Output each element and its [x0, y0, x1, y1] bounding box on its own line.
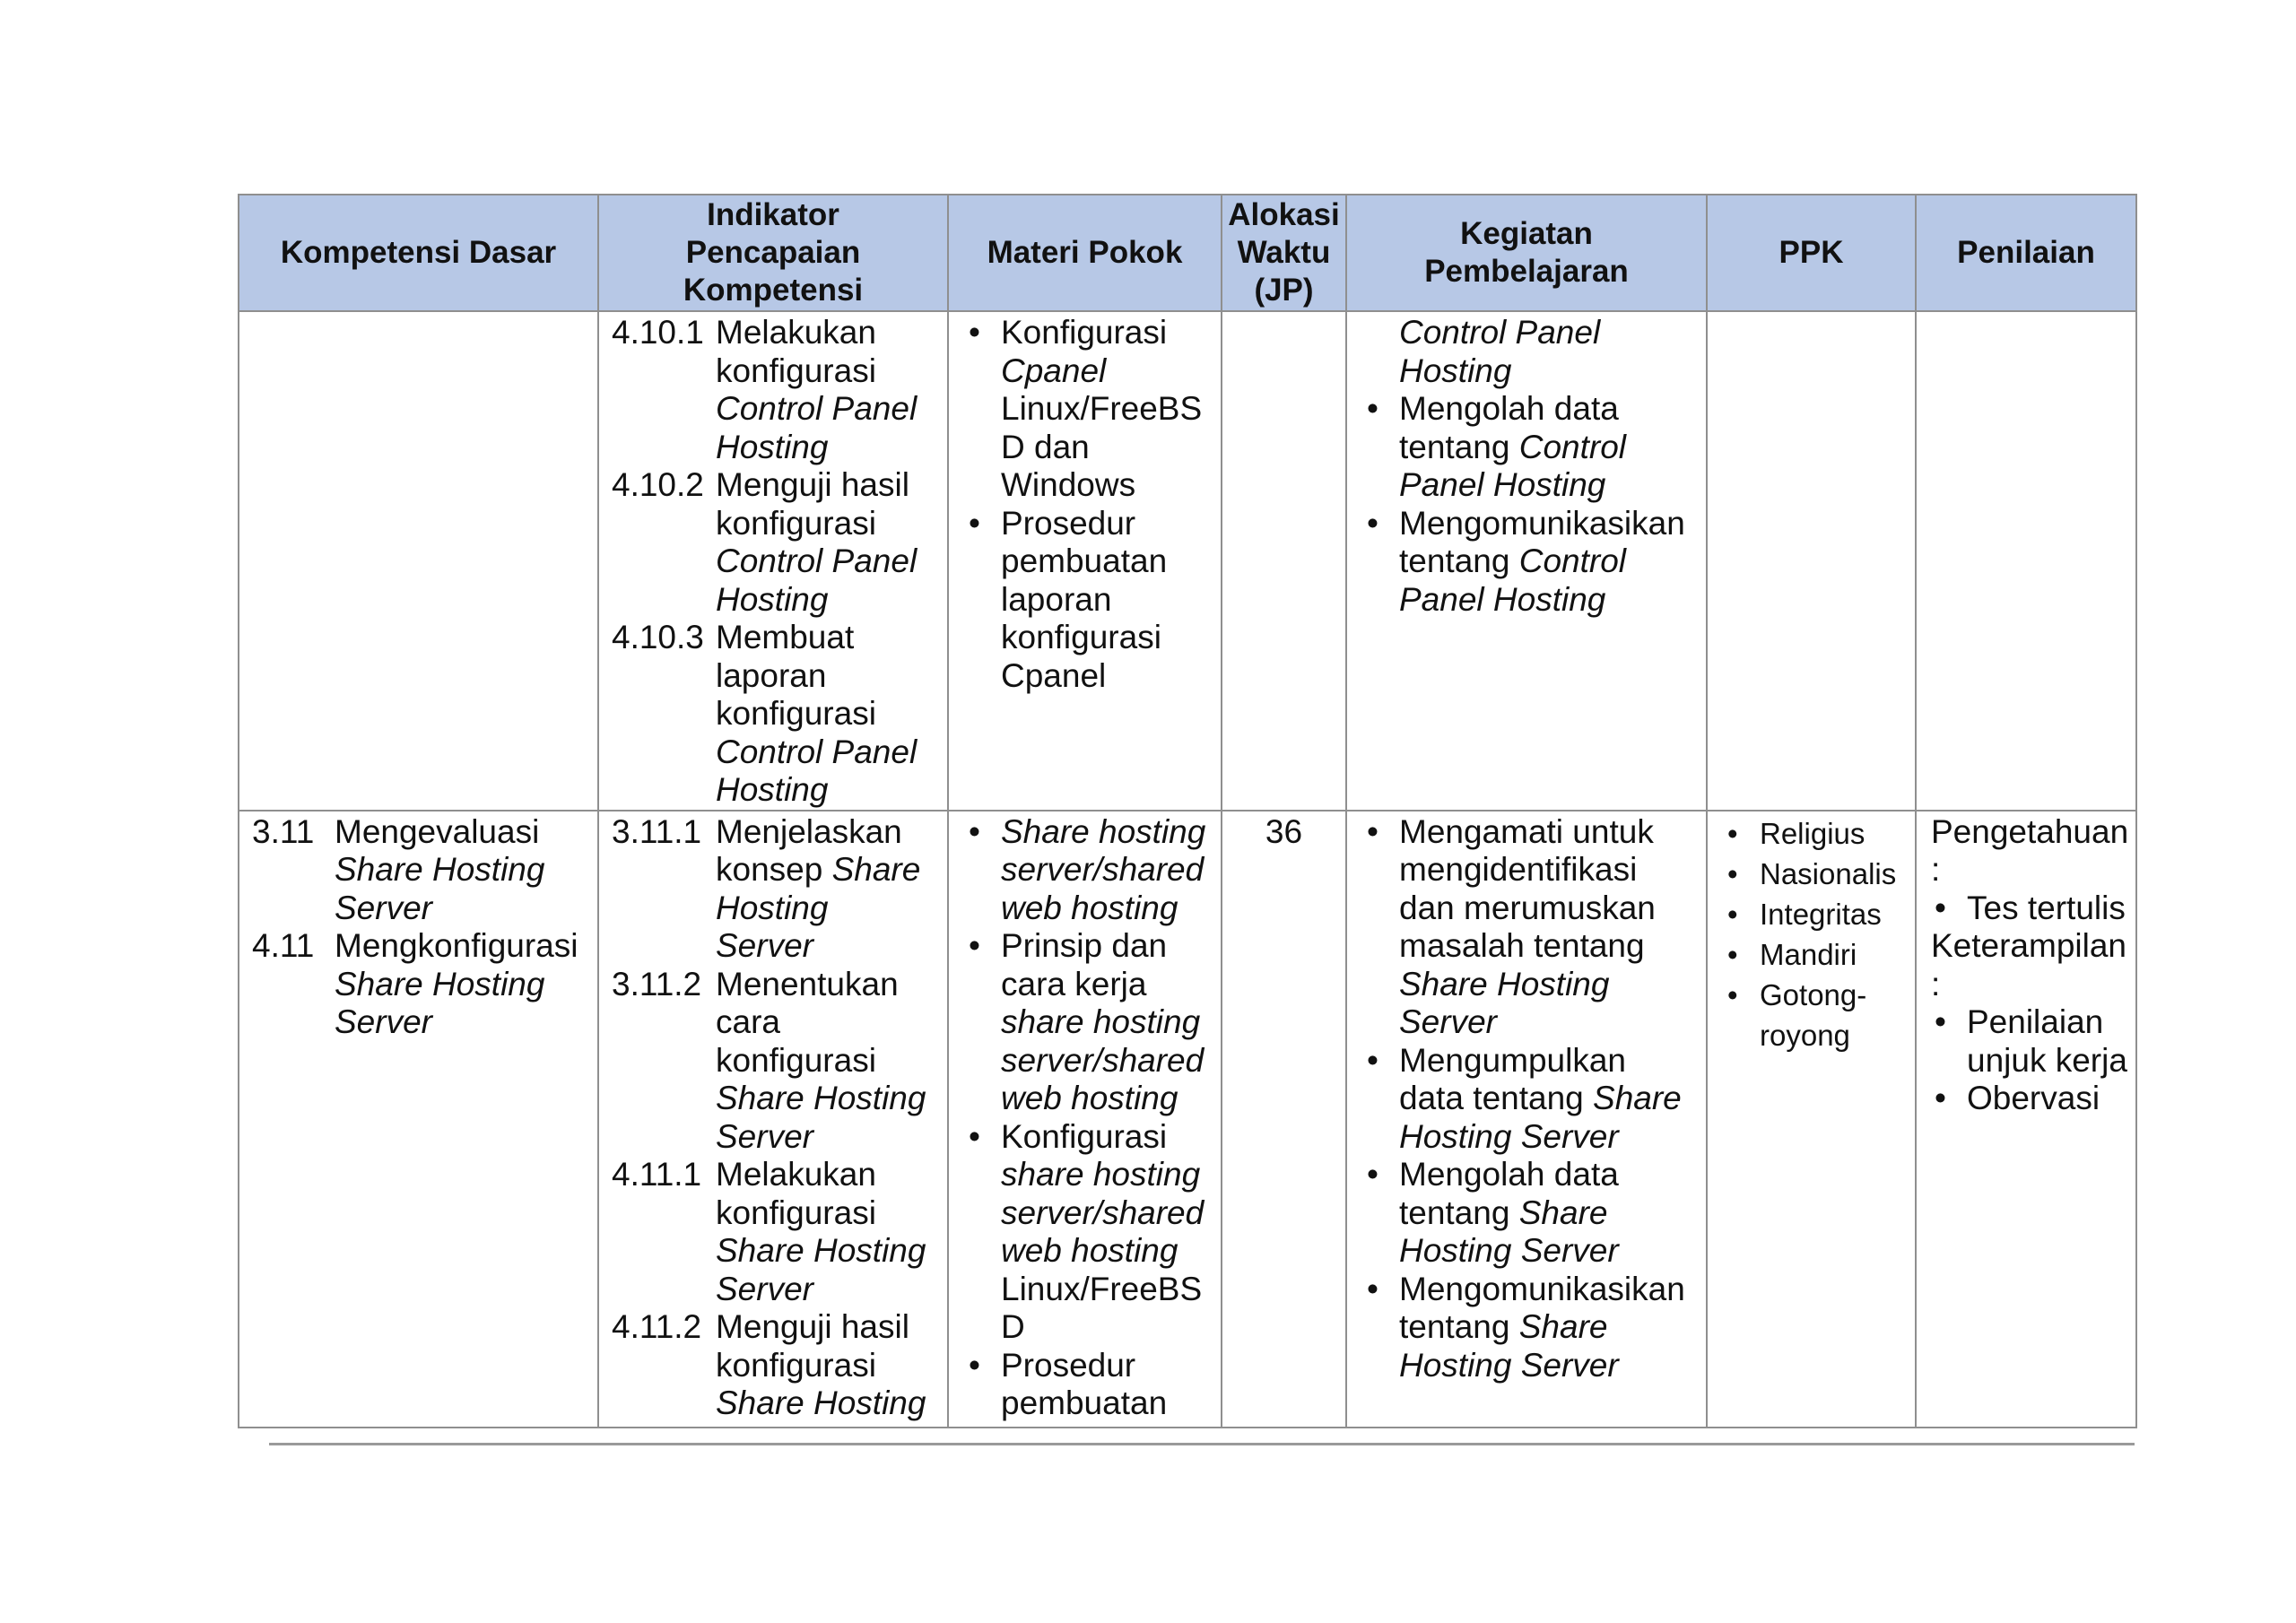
- header-kompetensi-dasar: Kompetensi Dasar: [239, 195, 598, 311]
- materi-list: [961, 314, 1208, 695]
- list-item: • Mengolah data tentang Control Panel Hosting: [1360, 390, 1693, 505]
- list-item: • Gotong- royong: [1720, 975, 1902, 1055]
- list-item: • Prinsip dan cara kerja share hosting server/shared web hosting: [961, 927, 1208, 1118]
- list-item: • Religius: [1720, 813, 1902, 854]
- keterampilan-list: [1927, 1003, 2132, 1118]
- kegiatan-continuation: Control Panel Hosting: [1399, 314, 1601, 389]
- list-item: • Mengumpulkan data tentang Share Hosting Server: [1360, 1042, 1693, 1157]
- list-item: • Share hosting server/shared web hosting: [961, 813, 1208, 928]
- indikator-cell: [598, 311, 948, 811]
- list-item: • Obervasi: [1927, 1080, 2132, 1118]
- kegiatan-topic: Control: [1518, 542, 1627, 579]
- silabus-table: [238, 194, 2137, 1428]
- list-item: • Konfigurasi share hosting server/shared web hosting Linux/FreeBS D: [961, 1118, 1208, 1347]
- kegiatan-cell: [1346, 811, 1707, 1428]
- alokasi-cell: [1222, 311, 1346, 811]
- kd-item: 4.11 Mengkonfigurasi Share Hosting Server: [252, 927, 578, 1040]
- list-item: • Prosedur pembuatan laporan konfigurasi Cpanel: [961, 505, 1208, 696]
- header-penilaian: Penilaian: [1916, 195, 2136, 311]
- indikator-item: 4.10.3 Membuat laporan konfigurasi Control Panel Hosting: [612, 619, 918, 808]
- indikator-item: 3.11.2 Menentukan cara konfigurasi Share Hosting Server: [612, 965, 926, 1155]
- kegiatan-text: tentang: [1399, 428, 1519, 465]
- materi-cell: [948, 311, 1222, 811]
- materi-list: [961, 813, 1208, 1423]
- indikator-item: 4.10.1 Melakukan konfigurasi Control Panel Hosting: [612, 314, 918, 465]
- indikator-item: 3.11.1 Menjelaskan konsep Share Hosting Server: [612, 812, 921, 964]
- header-ppk: PPK: [1707, 195, 1916, 311]
- colon: :: [1931, 965, 1941, 1002]
- list-item: • Mandiri: [1720, 934, 1902, 975]
- kegiatan-text: tentang: [1399, 1193, 1519, 1231]
- list-item: • Penilaian unjuk kerja: [1927, 1003, 2132, 1080]
- list-item: • Tes tertulis: [1927, 890, 2132, 928]
- kegiatan-cell: [1346, 311, 1707, 811]
- kegiatan-topic: Share: [1593, 1080, 1682, 1116]
- penilaian-cell: [1916, 811, 2136, 1428]
- indikator-item: 4.10.2 Menguji hasil konfigurasi Control Panel Hosting: [612, 466, 918, 618]
- list-item: • Mengomunikasikan tentang Control Panel Hosting: [1360, 505, 1693, 620]
- list-item: • Mengamati untuk mengidentifikasi dan merumuskan masalah tentang Share Hosting Server: [1360, 813, 1693, 1042]
- kd-cell: [239, 811, 598, 1428]
- header-alokasi-waktu: Alokasi Waktu (JP): [1222, 195, 1346, 311]
- kegiatan-text: tentang: [1399, 542, 1519, 579]
- indikator-text: konsep: [716, 851, 832, 888]
- penilaian-cell: [1916, 311, 2136, 811]
- indikator-item: 4.11.2 Menguji hasil konfigurasi Share Hosting: [612, 1308, 926, 1421]
- pengetahuan-label: Pengetahuan: [1931, 812, 2129, 850]
- kegiatan-topic: Control: [1518, 428, 1627, 465]
- list-item: • Konfigurasi Cpanel Linux/FreeBS D dan Windows: [961, 314, 1208, 505]
- kegiatan-topic: Share: [1518, 1308, 1608, 1345]
- list-item: • Mengomunikasikan tentang Share Hosting Server: [1360, 1271, 1693, 1385]
- ppk-cell: [1707, 311, 1916, 811]
- alokasi-cell: [1222, 811, 1346, 1428]
- keterampilan-label: Keterampilan: [1931, 927, 2127, 964]
- header-kegiatan-pembelajaran: Kegiatan Pembelajaran: [1346, 195, 1707, 311]
- ppk-list: [1720, 813, 1902, 1055]
- list-item: • Nasionalis: [1720, 854, 1902, 894]
- materi-cell: [948, 811, 1222, 1428]
- indikator-item: 4.11.1 Melakukan konfigurasi Share Hosting Server: [612, 1156, 926, 1307]
- alokasi-value: 36: [1265, 812, 1303, 850]
- indikator-topic: Share: [831, 851, 921, 888]
- pengetahuan-list: [1927, 890, 2132, 928]
- kegiatan-text: data tentang: [1399, 1080, 1594, 1116]
- header-materi-pokok: Materi Pokok: [948, 195, 1222, 311]
- list-item: • Mengolah data tentang Share Hosting Server: [1360, 1156, 1693, 1271]
- kd-item: 3.11 Mengevaluasi Share Hosting Server: [252, 812, 545, 926]
- kegiatan-list: [1360, 390, 1693, 619]
- kegiatan-list: [1360, 813, 1693, 1385]
- header-indikator: Indikator Pencapaian Kompetensi: [598, 195, 948, 311]
- table-row: [239, 811, 2136, 1428]
- footer-rule: [269, 1443, 2135, 1445]
- kegiatan-topic: Share: [1518, 1193, 1608, 1231]
- header-row: [239, 195, 2136, 311]
- table-row: [239, 311, 2136, 811]
- indikator-cell: [598, 811, 948, 1428]
- kd-cell: [239, 311, 598, 811]
- ppk-cell: [1707, 811, 1916, 1428]
- colon: :: [1931, 851, 1941, 888]
- list-item: • Prosedur pembuatan: [961, 1347, 1208, 1423]
- kegiatan-text: tentang: [1399, 1308, 1519, 1345]
- list-item: • Integritas: [1720, 894, 1902, 934]
